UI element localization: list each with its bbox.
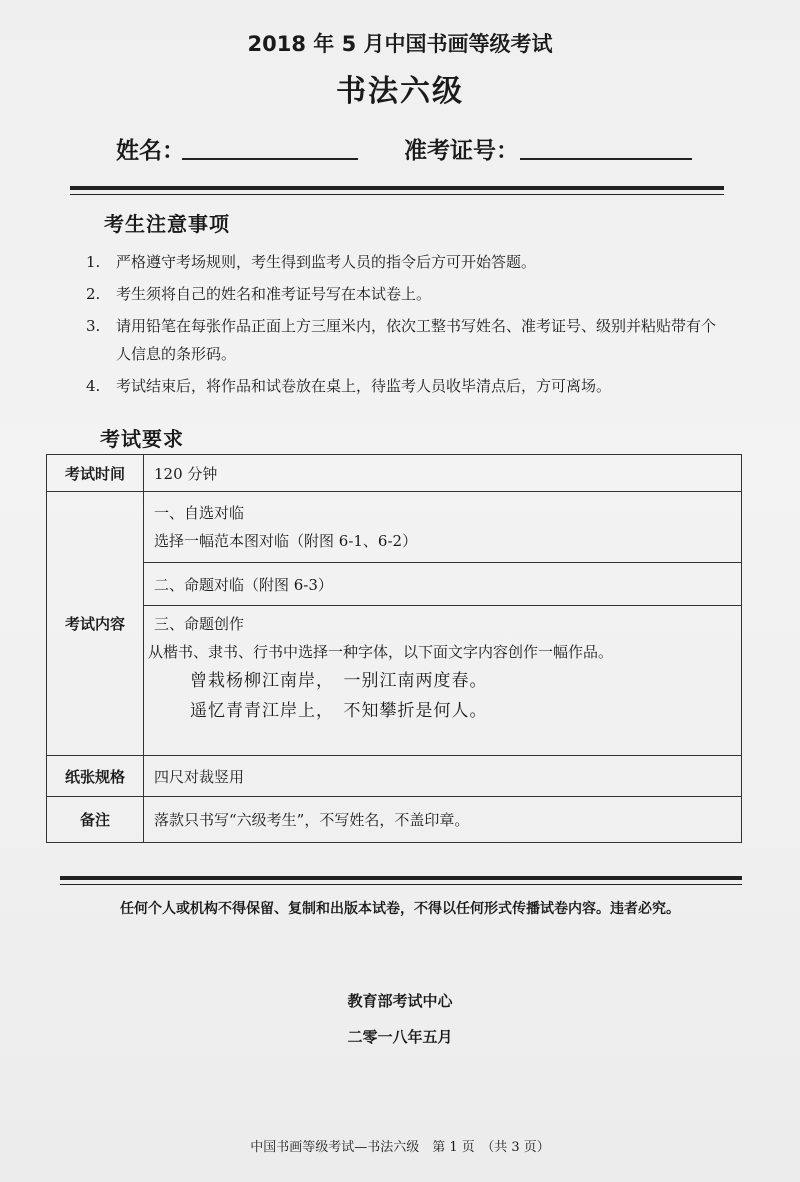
part3-cell	[144, 606, 742, 756]
copyright-warning: 任何个人或机构不得保留、复制和出版本试卷，不得以任何形式传播试卷内容。违者必究。	[120, 901, 680, 917]
list-item	[86, 312, 726, 368]
remark-value: 落款只书写“六级考生”，不写姓名，不盖印章。	[144, 797, 742, 843]
time-label: 考试时间	[47, 455, 144, 492]
paper-size-value: 四尺对裁竖用	[144, 756, 742, 797]
table-row	[47, 492, 742, 563]
exam-subject: 书法六级	[336, 74, 464, 109]
notes-list	[86, 248, 726, 404]
issue-date: 二零一八年五月	[347, 1028, 453, 1046]
item-text: 请用铅笔在每张作品正面上方三厘米内，依次工整书写姓名、准考证号、级别并粘贴带有个人信息的条形码。	[116, 317, 717, 363]
ticket-number-field-line[interactable]	[520, 158, 692, 160]
part1-description: 选择一幅范本图对临（附图 6-1、6-2）	[154, 532, 418, 550]
exam-title: 2018 年 5 月中国书画等级考试	[247, 32, 553, 56]
requirements-heading: 考试要求	[100, 427, 184, 451]
header-divider-thick	[70, 186, 724, 190]
part1-cell	[144, 492, 742, 563]
item-text: 考生须将自己的姓名和准考证号写在本试卷上。	[116, 285, 432, 303]
table-row	[47, 455, 742, 492]
issuer: 教育部考试中心	[347, 992, 453, 1010]
item-number: 2.	[86, 285, 101, 303]
name-field-line[interactable]	[182, 158, 358, 160]
paper-size-label: 纸张规格	[47, 756, 144, 797]
remark-label: 备注	[47, 797, 144, 843]
list-item	[86, 280, 726, 308]
part1-title: 一、自选对临	[154, 504, 245, 522]
table-row	[47, 563, 742, 606]
notes-heading: 考生注意事项	[104, 212, 230, 236]
poem-line-2: 遥忆青青江岸上， 不知攀折是何人。	[190, 701, 488, 721]
item-number: 1.	[86, 253, 101, 271]
name-label: 姓名：	[116, 138, 185, 164]
part2-title: 二、命题对临（附图 6-3）	[144, 563, 742, 606]
item-text: 考试结束后，将作品和试卷放在桌上，待监考人员收毕清点后，方可离场。	[116, 377, 612, 395]
time-value: 120 分钟	[144, 455, 742, 492]
table-row	[47, 756, 742, 797]
poem-line-1: 曾栽杨柳江南岸， 一别江南两度春。	[190, 671, 488, 691]
table-row	[47, 797, 742, 843]
item-text: 严格遵守考场规则，考生得到监考人员的指令后方可开始答题。	[116, 253, 537, 271]
item-number: 3.	[86, 317, 101, 335]
list-item	[86, 372, 726, 400]
item-number: 4.	[86, 377, 101, 395]
content-label: 考试内容	[47, 492, 144, 756]
table-row	[47, 606, 742, 756]
ticket-number-label: 准考证号：	[404, 138, 519, 164]
list-item	[86, 248, 726, 276]
requirements-table	[46, 454, 742, 843]
part3-title: 三、命题创作	[154, 615, 245, 633]
page-footer: 中国书画等级考试—书法六级 第 1 页 （共 3 页）	[250, 1140, 550, 1155]
part3-description: 从楷书、隶书、行书中选择一种字体，以下面文字内容创作一幅作品。	[148, 643, 614, 661]
bottom-divider-thin	[60, 884, 742, 885]
header-divider-thin	[70, 194, 724, 195]
bottom-divider-thick	[60, 876, 742, 880]
